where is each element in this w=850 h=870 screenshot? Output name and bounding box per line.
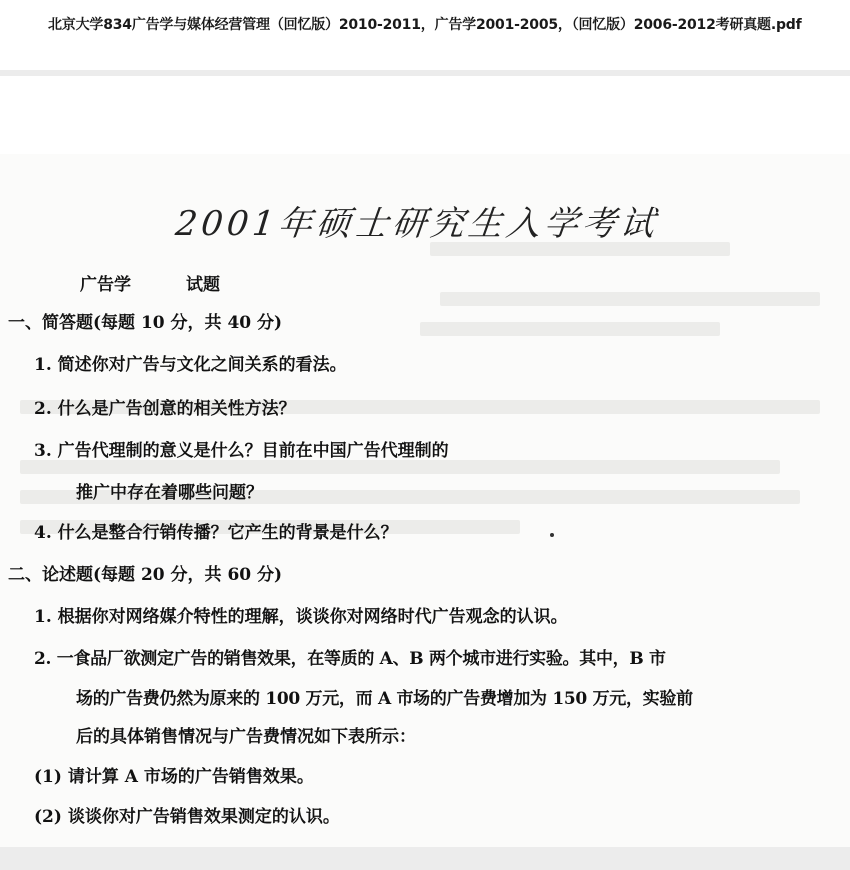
bleed-through [20, 460, 780, 474]
section2-question-2-continued: 场的广告费仍然为原来的 100 万元，而 A 市场的广告费增加为 150 万元，实验前 [76, 689, 693, 709]
bleed-through [440, 292, 820, 306]
section2-heading: 二、论述题(每题 20 分，共 60 分) [8, 565, 283, 585]
section2-question-2-continued: 后的具体销售情况与广告费情况如下表所示： [76, 727, 416, 747]
subject-label: 广告学 [80, 275, 131, 295]
section1-question-4: 4. 什么是整合行销传播？它产生的背景是什么？ [34, 523, 398, 543]
scanned-exam-page [0, 154, 850, 847]
scan-speck [550, 533, 554, 537]
section2-question-1: 1. 根据你对网络媒介特性的理解，谈谈你对网络时代广告观念的认识。 [34, 607, 568, 627]
section1-question-1: 1. 简述你对广告与文化之间关系的看法。 [34, 355, 347, 375]
document-title: 北京大学834广告学与媒体经营管理（回忆版）2010-2011，广告学2001-2005，（回忆版）2006-2012考研真题.pdf [48, 17, 802, 33]
document-header [0, 0, 850, 74]
section2-subquestion-1: (1) 请计算 A 市场的广告销售效果。 [34, 767, 314, 787]
section1-question-3: 3. 广告代理制的意义是什么？目前在中国广告代理制的 [34, 441, 449, 461]
section1-question-2: 2. 什么是广告创意的相关性方法？ [34, 399, 296, 419]
bleed-through [420, 322, 720, 336]
exam-label: 试题 [186, 275, 220, 295]
page-bottom-gutter [0, 847, 850, 870]
section2-subquestion-2: (2) 谈谈你对广告销售效果测定的认识。 [34, 807, 340, 827]
handwritten-exam-title: 2001年硕士研究生入学考试 [173, 204, 661, 244]
page-top-margin [0, 76, 850, 154]
section1-heading: 一、简答题(每题 10 分，共 40 分) [8, 313, 283, 333]
section2-question-2: 2. 一食品厂欲测定广告的销售效果，在等质的 A、B 两个城市进行实验。其中，B 市 [34, 649, 666, 669]
section1-question-3-continued: 推广中存在着哪些问题？ [76, 483, 263, 503]
